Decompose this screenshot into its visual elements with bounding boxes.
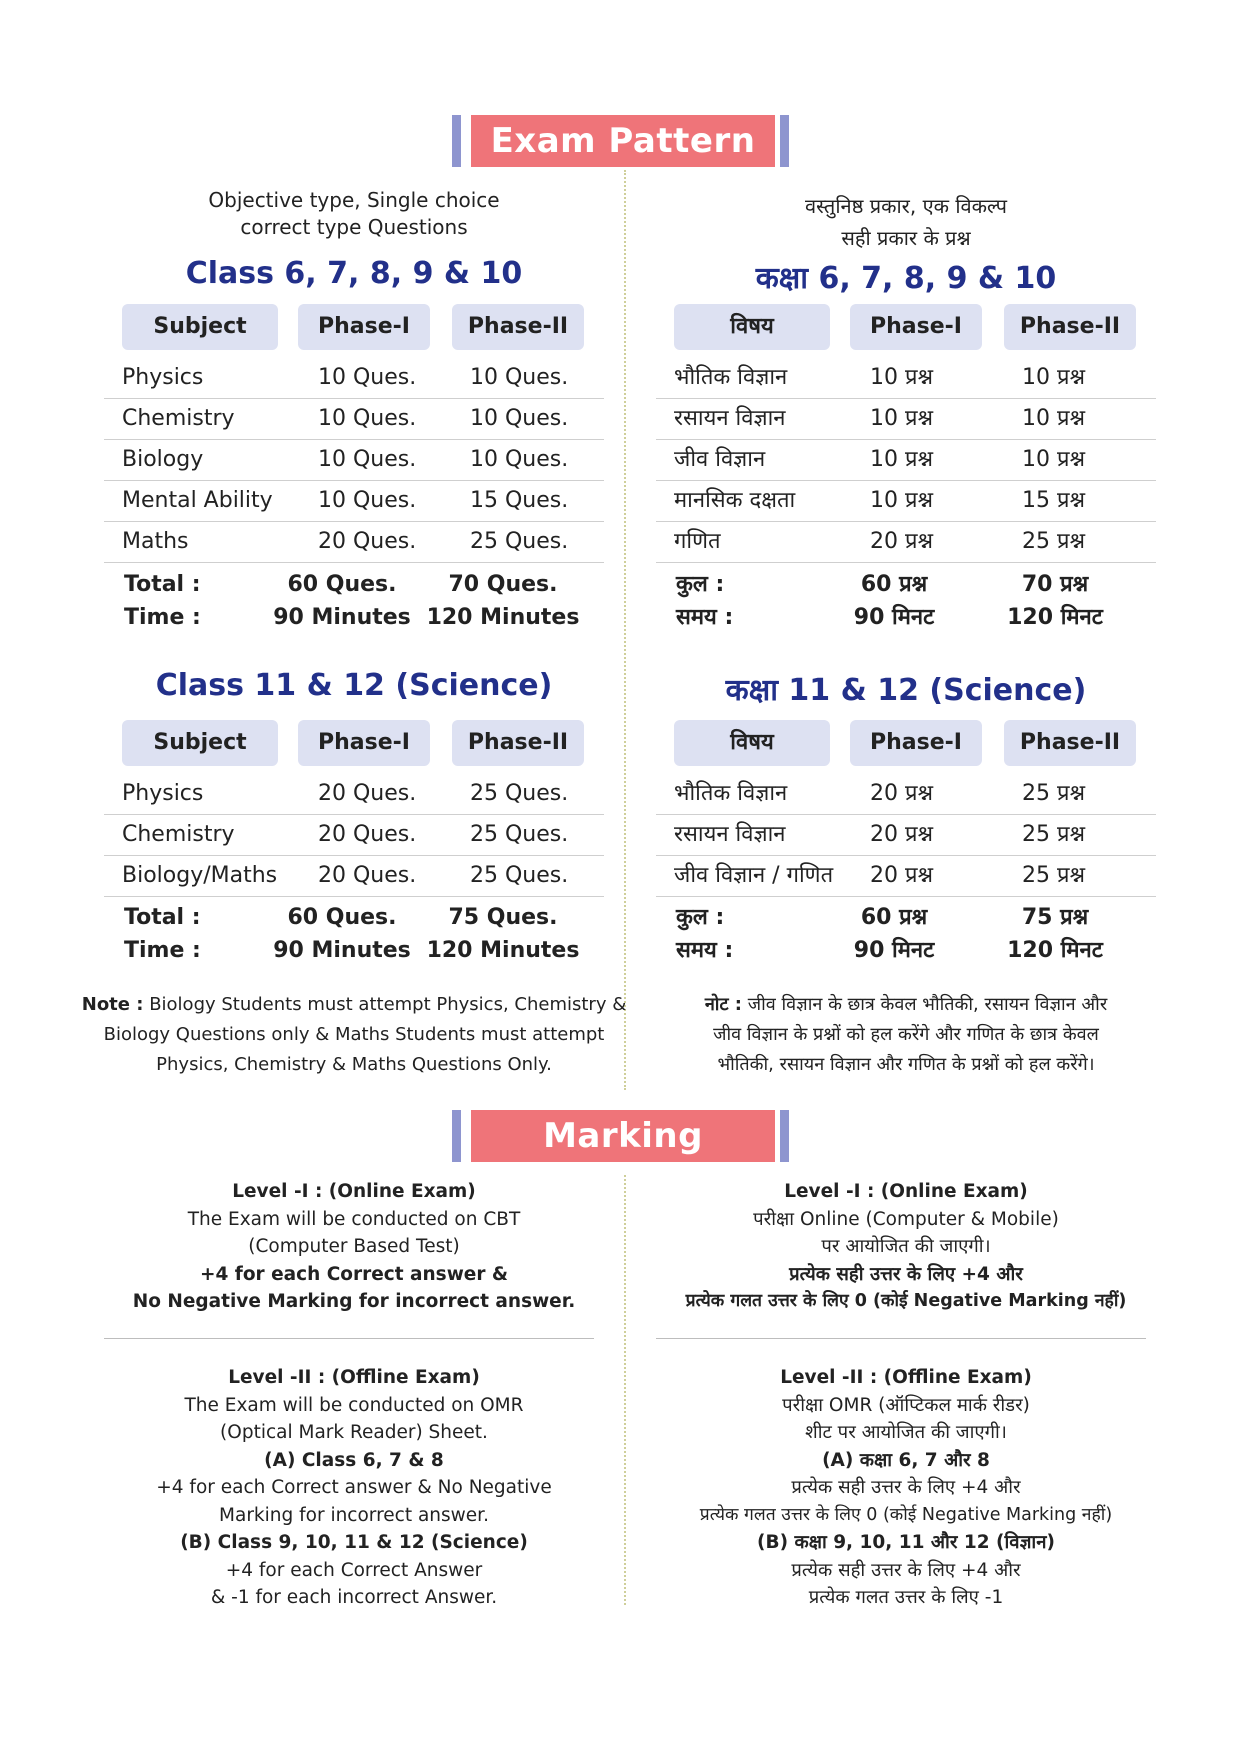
time-phase-2: 120 मिनट: [1007, 605, 1103, 630]
level-1-line: The Exam will be conducted on CBT: [187, 1208, 521, 1230]
phase-1-cell: 10 Ques.: [318, 406, 417, 431]
class-11-12-table-hindi: [656, 774, 1156, 897]
phase-2-cell: 25 प्रश्न: [1022, 781, 1086, 806]
phase-1-cell: 10 Ques.: [318, 447, 417, 472]
table-row: [656, 856, 1156, 897]
phase-2-cell: 25 Ques.: [470, 781, 569, 806]
level-1-english: [104, 1178, 604, 1316]
marking-scheme-title: Marking Scheme: [471, 1110, 775, 1162]
phase-2-cell: 10 Ques.: [470, 365, 569, 390]
level-2-a-line: प्रत्येक सही उत्तर के लिए +4 और: [791, 1477, 1021, 1498]
header-phase-2: Phase-II: [452, 720, 584, 766]
phase-2-cell: 15 Ques.: [470, 488, 569, 513]
level-2-a-line: Marking for incorrect answer.: [219, 1504, 489, 1526]
subject-cell: रसायन विज्ञान: [674, 406, 786, 431]
intro-line: वस्तुनिष्ठ प्रकार, एक विकल्प: [805, 194, 1007, 218]
class-6-10-table: [104, 358, 604, 563]
intro-line: correct type Questions: [240, 215, 468, 239]
subject-cell: Biology/Maths: [122, 863, 278, 888]
subject-cell: Mental Ability: [122, 488, 273, 513]
level-2-english: [104, 1364, 604, 1612]
level-1-hindi: [656, 1178, 1156, 1316]
phase-2-cell: 25 प्रश्न: [1022, 863, 1086, 888]
subject-cell: Biology: [122, 447, 204, 472]
level-1-title: Level -I : (Online Exam): [784, 1181, 1028, 1202]
table-header: [104, 720, 604, 766]
intro-line: Objective type, Single choice: [208, 188, 500, 212]
phase-2-cell: 25 प्रश्न: [1022, 822, 1086, 847]
table-row: [104, 815, 604, 856]
header-subject: Subject: [122, 304, 278, 350]
totals: [104, 568, 604, 634]
table-row: [104, 399, 604, 440]
phase-2-cell: 10 प्रश्न: [1022, 447, 1086, 472]
phase-1-cell: 20 Ques.: [318, 529, 417, 554]
subject-cell: Physics: [122, 781, 204, 806]
time-label: समय :: [676, 938, 734, 963]
time-row: [656, 934, 1156, 967]
subject-cell: जीव विज्ञान / गणित: [674, 863, 834, 888]
header-phase-2: Phase-II: [1004, 720, 1136, 766]
table-header: [104, 304, 604, 350]
banner-bar-right: [780, 1110, 789, 1162]
level-2-b-title: (B) Class 9, 10, 11 & 12 (Science): [180, 1532, 528, 1553]
phase-2-cell: 25 प्रश्न: [1022, 529, 1086, 554]
table-row: [656, 399, 1156, 440]
class-11-12-heading-hindi: कक्षा 11 & 12 (Science): [725, 673, 1087, 708]
exam-pattern-banner: [0, 115, 1241, 171]
phase-2-cell: 10 Ques.: [470, 406, 569, 431]
banner-bar-left: [452, 1110, 461, 1162]
intro-line: सही प्रकार के प्रश्न: [841, 226, 971, 250]
class-6-10-table-hindi: [656, 358, 1156, 563]
total-row: [656, 901, 1156, 934]
subject-cell: Chemistry: [122, 406, 235, 431]
class-11-12-heading: Class 11 & 12 (Science): [155, 668, 553, 703]
subject-cell: Physics: [122, 365, 204, 390]
time-phase-1: 90 Minutes: [273, 938, 411, 963]
exam-pattern-title: Exam Pattern: [471, 115, 775, 167]
phase-1-cell: 10 Ques.: [318, 365, 417, 390]
header-phase-1: Phase-I: [850, 304, 982, 350]
level-2-b-line: प्रत्येक गलत उत्तर के लिए -1: [808, 1587, 1004, 1608]
subject-cell: जीव विज्ञान: [674, 447, 766, 472]
phase-1-cell: 10 प्रश्न: [870, 406, 934, 431]
note-label: Note :: [81, 994, 144, 1015]
phase-1-cell: 20 प्रश्न: [870, 822, 934, 847]
phase-1-cell: 10 प्रश्न: [870, 488, 934, 513]
time-phase-1: 90 मिनट: [853, 938, 935, 963]
time-phase-2: 120 मिनट: [1007, 938, 1103, 963]
level-1-line: पर आयोजित की जाएगी।: [821, 1236, 991, 1257]
level-1-marking: प्रत्येक सही उत्तर के लिए +4 और: [789, 1263, 1023, 1285]
note-line: Biology Questions only & Maths Students must attempt: [103, 1024, 605, 1045]
level-1-title: Level -I : (Online Exam): [232, 1181, 476, 1202]
level-2-line: शीट पर आयोजित की जाएगी।: [805, 1422, 1007, 1443]
total-phase-1: 60 प्रश्न: [860, 905, 928, 930]
table-row: [104, 774, 604, 815]
total-label: Total :: [124, 572, 201, 597]
note-line: [626, 990, 1186, 1020]
table-row: [656, 522, 1156, 563]
table-header: [656, 720, 1156, 766]
phase-2-cell: 25 Ques.: [470, 863, 569, 888]
phase-1-cell: 20 Ques.: [318, 863, 417, 888]
note-line: [74, 990, 634, 1020]
level-2-a-title: (A) Class 6, 7 & 8: [264, 1449, 444, 1471]
phase-1-cell: 10 प्रश्न: [870, 447, 934, 472]
time-phase-1: 90 मिनट: [853, 605, 935, 630]
level-2-b-line: प्रत्येक सही उत्तर के लिए +4 और: [791, 1559, 1021, 1581]
time-row: [656, 601, 1156, 634]
header-phase-1: Phase-I: [850, 720, 982, 766]
note-text: जीव विज्ञान के छात्र केवल भौतिकी, रसायन विज्ञान और: [742, 994, 1108, 1015]
phase-2-cell: 10 Ques.: [470, 447, 569, 472]
level-1-marking: +4 for each Correct answer &: [199, 1263, 509, 1285]
totals: [104, 901, 604, 967]
time-phase-1: 90 Minutes: [273, 605, 411, 630]
intro-english: [104, 187, 604, 241]
subject-cell: भौतिक विज्ञान: [674, 781, 788, 806]
total-row: [656, 568, 1156, 601]
total-phase-1: 60 Ques.: [287, 572, 397, 597]
total-phase-2: 70 प्रश्न: [1021, 572, 1089, 597]
phase-1-cell: 20 Ques.: [318, 781, 417, 806]
table-row: [656, 774, 1156, 815]
table-row: [104, 440, 604, 481]
column-divider-marking: [624, 1175, 626, 1605]
header-phase-2: Phase-II: [452, 304, 584, 350]
level-2-b-line: & -1 for each incorrect Answer.: [210, 1587, 498, 1608]
total-phase-2: 70 Ques.: [448, 572, 558, 597]
table-row: [656, 815, 1156, 856]
level-2-line: (Optical Mark Reader) Sheet.: [220, 1422, 488, 1443]
phase-2-cell: 25 Ques.: [470, 529, 569, 554]
separator-line: [656, 1338, 1146, 1339]
subject-cell: गणित: [674, 529, 721, 554]
note-english: [74, 990, 634, 1080]
subject-cell: भौतिक विज्ञान: [674, 365, 788, 390]
intro-hindi: [656, 190, 1156, 254]
phase-2-cell: 15 प्रश्न: [1022, 488, 1086, 513]
level-2-title: Level -II : (Offline Exam): [780, 1367, 1032, 1388]
level-2-b-title: (B) कक्षा 9, 10, 11 और 12 (विज्ञान): [757, 1532, 1055, 1553]
total-label: कुल :: [676, 572, 725, 597]
subject-cell: Chemistry: [122, 822, 235, 847]
note-hindi: [626, 990, 1186, 1080]
level-2-b-line: +4 for each Correct Answer: [225, 1559, 483, 1581]
table-row: [104, 856, 604, 897]
level-2-hindi: [656, 1364, 1156, 1612]
level-1-marking: No Negative Marking for incorrect answer.: [132, 1291, 576, 1312]
total-phase-2: 75 Ques.: [448, 905, 558, 930]
time-label: Time :: [124, 605, 201, 630]
table-header: [656, 304, 1156, 350]
totals: [656, 901, 1156, 967]
class-11-12-table: [104, 774, 604, 897]
level-1-line: परीक्षा Online (Computer & Mobile): [753, 1208, 1059, 1230]
time-row: [104, 601, 604, 634]
phase-1-cell: 20 प्रश्न: [870, 529, 934, 554]
banner-bar-left: [452, 115, 461, 167]
level-1-line: (Computer Based Test): [248, 1236, 460, 1257]
header-subject: विषय: [674, 304, 830, 350]
time-label: समय :: [676, 605, 734, 630]
level-2-line: परीक्षा OMR (ऑप्टिकल मार्क रीडर): [782, 1394, 1030, 1416]
phase-1-cell: 20 प्रश्न: [870, 863, 934, 888]
time-row: [104, 934, 604, 967]
class-6-10-heading-hindi: कक्षा 6, 7, 8, 9 & 10: [755, 261, 1057, 296]
header-phase-1: Phase-I: [298, 304, 430, 350]
total-phase-2: 75 प्रश्न: [1021, 905, 1089, 930]
phase-1-cell: 10 Ques.: [318, 488, 417, 513]
level-1-marking: प्रत्येक गलत उत्तर के लिए 0 (कोई Negative Marking नहीं): [685, 1291, 1127, 1311]
total-row: [104, 568, 604, 601]
phase-1-cell: 10 प्रश्न: [870, 365, 934, 390]
total-phase-1: 60 प्रश्न: [860, 572, 928, 597]
subject-cell: मानसिक दक्षता: [674, 488, 796, 513]
table-row: [104, 358, 604, 399]
table-row: [104, 481, 604, 522]
class-6-10-heading: Class 6, 7, 8, 9 & 10: [185, 256, 523, 291]
note-line: भौतिकी, रसायन विज्ञान और गणित के प्रश्नों को हल करेंगे।: [717, 1054, 1095, 1075]
header-phase-2: Phase-II: [1004, 304, 1136, 350]
phase-2-cell: 10 प्रश्न: [1022, 365, 1086, 390]
note-text: Biology Students must attempt Physics, Chemistry &: [143, 994, 627, 1015]
note-label: नोट :: [704, 994, 743, 1015]
phase-1-cell: 20 Ques.: [318, 822, 417, 847]
total-label: Total :: [124, 905, 201, 930]
subject-cell: रसायन विज्ञान: [674, 822, 786, 847]
column-divider-exam: [624, 170, 626, 1090]
separator-line: [104, 1338, 594, 1339]
header-subject: विषय: [674, 720, 830, 766]
phase-2-cell: 25 Ques.: [470, 822, 569, 847]
phase-2-cell: 10 प्रश्न: [1022, 406, 1086, 431]
note-line: जीव विज्ञान के प्रश्नों को हल करेंगे और गणित के छात्र केवल: [713, 1024, 1099, 1045]
table-row: [656, 358, 1156, 399]
subject-cell: Maths: [122, 529, 189, 554]
total-row: [104, 901, 604, 934]
totals: [656, 568, 1156, 634]
level-2-a-title: (A) कक्षा 6, 7 और 8: [822, 1449, 990, 1471]
header-phase-1: Phase-I: [298, 720, 430, 766]
level-2-line: The Exam will be conducted on OMR: [184, 1394, 524, 1416]
level-2-a-line: +4 for each Correct answer & No Negative: [156, 1477, 552, 1498]
time-label: Time :: [124, 938, 201, 963]
level-2-a-line: प्रत्येक गलत उत्तर के लिए 0 (कोई Negative Marking नहीं): [699, 1504, 1113, 1525]
total-label: कुल :: [676, 905, 725, 930]
table-row: [656, 440, 1156, 481]
header-subject: Subject: [122, 720, 278, 766]
time-phase-2: 120 Minutes: [426, 605, 580, 630]
banner-bar-right: [780, 115, 789, 167]
level-2-title: Level -II : (Offline Exam): [228, 1367, 480, 1388]
total-phase-1: 60 Ques.: [287, 905, 397, 930]
time-phase-2: 120 Minutes: [426, 938, 580, 963]
phase-1-cell: 20 प्रश्न: [870, 781, 934, 806]
note-line: Physics, Chemistry & Maths Questions Only.: [156, 1054, 552, 1075]
table-row: [104, 522, 604, 563]
table-row: [656, 481, 1156, 522]
